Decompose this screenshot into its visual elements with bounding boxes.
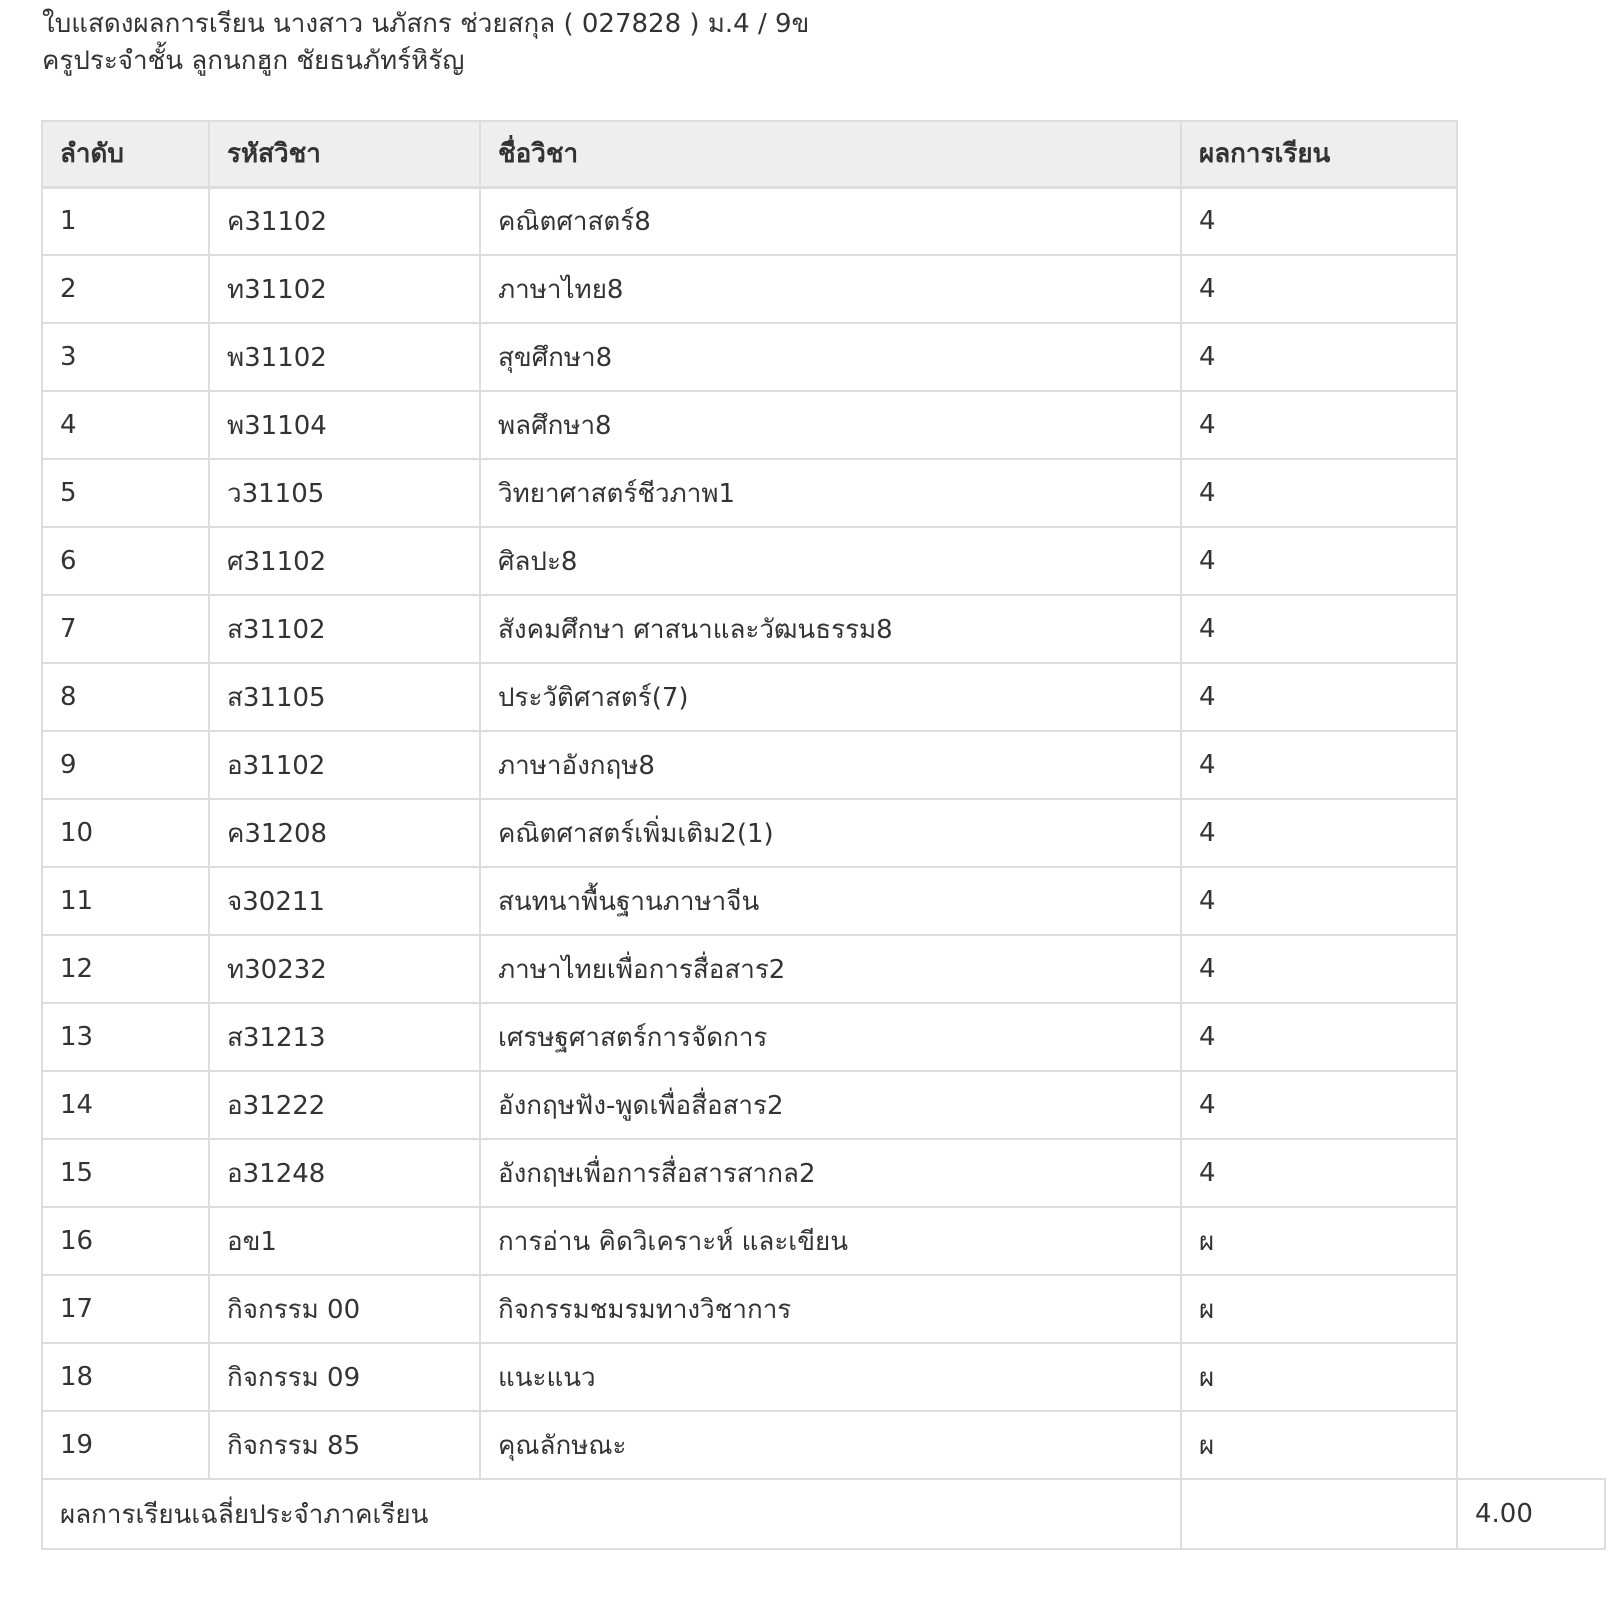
row-grade: 4 [1181,323,1457,391]
row-no: 8 [42,663,209,731]
row-code: ศ31102 [209,527,480,595]
row-subject: สังคมศึกษา ศาสนาและวัฒนธรรม8 [480,595,1181,663]
row-subject: ประวัติศาสตร์(7) [480,663,1181,731]
row-subject: เศรษฐศาสตร์การจัดการ [480,1003,1181,1071]
row-grade: 4 [1181,391,1457,459]
row-subject: พลศึกษา8 [480,391,1181,459]
gpa-row [42,1479,1605,1549]
row-subject: อังกฤษฟัง-พูดเพื่อสื่อสาร2 [480,1071,1181,1139]
row-no: 9 [42,731,209,799]
row-no: 19 [42,1411,209,1479]
grades-table-body [42,187,1605,1479]
table-row [42,799,1605,867]
row-no: 16 [42,1207,209,1275]
row-no: 5 [42,459,209,527]
row-subject: คุณลักษณะ [480,1411,1181,1479]
row-grade: 4 [1181,459,1457,527]
header-no: ลำดับ [42,121,209,187]
row-subject: แนะแนว [480,1343,1181,1411]
row-no: 2 [42,255,209,323]
row-no: 17 [42,1275,209,1343]
table-row [42,731,1605,799]
homeroom-teacher: ครูประจำชั้น ลูกนกฮูก ชัยธนภัทร์หิรัญ [42,46,465,76]
report-header [42,6,809,80]
row-no: 4 [42,391,209,459]
header-code: รหัสวิชา [209,121,480,187]
row-grade: 4 [1181,1139,1457,1207]
gpa-value: 4.00 [1457,1479,1605,1549]
row-code: ส31105 [209,663,480,731]
row-subject: อังกฤษเพื่อการสื่อสารสากล2 [480,1139,1181,1207]
table-row [42,527,1605,595]
row-subject: ภาษาอังกฤษ8 [480,731,1181,799]
row-grade: 4 [1181,731,1457,799]
row-no: 10 [42,799,209,867]
row-grade: ผ [1181,1343,1457,1411]
grades-table-footer [42,1479,1605,1549]
row-code: ส31213 [209,1003,480,1071]
row-subject: ศิลปะ8 [480,527,1181,595]
row-grade: 4 [1181,255,1457,323]
row-code: ท30232 [209,935,480,1003]
row-grade: 4 [1181,867,1457,935]
row-no: 14 [42,1071,209,1139]
row-grade: 4 [1181,663,1457,731]
row-code: อ31102 [209,731,480,799]
row-code: พ31104 [209,391,480,459]
table-row [42,187,1605,255]
row-no: 13 [42,1003,209,1071]
row-subject: สนทนาพื้นฐานภาษาจีน [480,867,1181,935]
table-row [42,1411,1605,1479]
row-grade: 4 [1181,1003,1457,1071]
table-row [42,1071,1605,1139]
gpa-label: ผลการเรียนเฉลี่ยประจำภาคเรียน [42,1479,1181,1549]
row-code: ค31208 [209,799,480,867]
row-code: ว31105 [209,459,480,527]
table-row [42,1343,1605,1411]
row-no: 11 [42,867,209,935]
row-no: 1 [42,187,209,255]
table-row [42,1207,1605,1275]
row-grade: ผ [1181,1207,1457,1275]
row-code: ส31102 [209,595,480,663]
row-no: 6 [42,527,209,595]
row-code: จ30211 [209,867,480,935]
row-no: 7 [42,595,209,663]
header-subject: ชื่อวิชา [480,121,1181,187]
row-grade: 4 [1181,527,1457,595]
row-grade: 4 [1181,799,1457,867]
gpa-empty-cell [1181,1479,1457,1549]
header-row [42,121,1605,187]
row-code: กิจกรรม 09 [209,1343,480,1411]
table-row [42,867,1605,935]
table-row [42,459,1605,527]
blank-column [1457,121,1605,187]
table-row [42,255,1605,323]
row-subject: กิจกรรมชมรมทางวิชาการ [480,1275,1181,1343]
row-code: อข1 [209,1207,480,1275]
table-row [42,1275,1605,1343]
row-grade: 4 [1181,935,1457,1003]
row-grade: ผ [1181,1411,1457,1479]
table-row [42,935,1605,1003]
table-row [42,595,1605,663]
row-code: พ31102 [209,323,480,391]
table-row [42,663,1605,731]
row-no: 12 [42,935,209,1003]
table-row [42,1139,1605,1207]
header-grade: ผลการเรียน [1181,121,1457,187]
row-no: 3 [42,323,209,391]
row-code: ค31102 [209,187,480,255]
row-code: กิจกรรม 85 [209,1411,480,1479]
row-grade: 4 [1181,595,1457,663]
row-grade: 4 [1181,187,1457,255]
row-no: 18 [42,1343,209,1411]
row-code: อ31222 [209,1071,480,1139]
row-code: อ31248 [209,1139,480,1207]
report-title: ใบแสดงผลการเรียน นางสาว นภัสกร ช่วยสกุล ( 027828 ) ม.4 / 9ข [42,9,810,39]
table-row [42,1003,1605,1071]
grades-table-header [42,121,1605,187]
table-row [42,391,1605,459]
row-subject: ภาษาไทยเพื่อการสื่อสาร2 [480,935,1181,1003]
row-subject: การอ่าน คิดวิเคราะห์ และเขียน [480,1207,1181,1275]
row-code: กิจกรรม 00 [209,1275,480,1343]
row-grade: ผ [1181,1275,1457,1343]
row-subject: คณิตศาสตร์8 [480,187,1181,255]
row-code: ท31102 [209,255,480,323]
row-subject: สุขศึกษา8 [480,323,1181,391]
table-row [42,323,1605,391]
row-subject: คณิตศาสตร์เพิ่มเติม2(1) [480,799,1181,867]
row-no: 15 [42,1139,209,1207]
row-subject: ภาษาไทย8 [480,255,1181,323]
row-grade: 4 [1181,1071,1457,1139]
row-subject: วิทยาศาสตร์ชีวภาพ1 [480,459,1181,527]
grades-table [41,120,1606,1550]
